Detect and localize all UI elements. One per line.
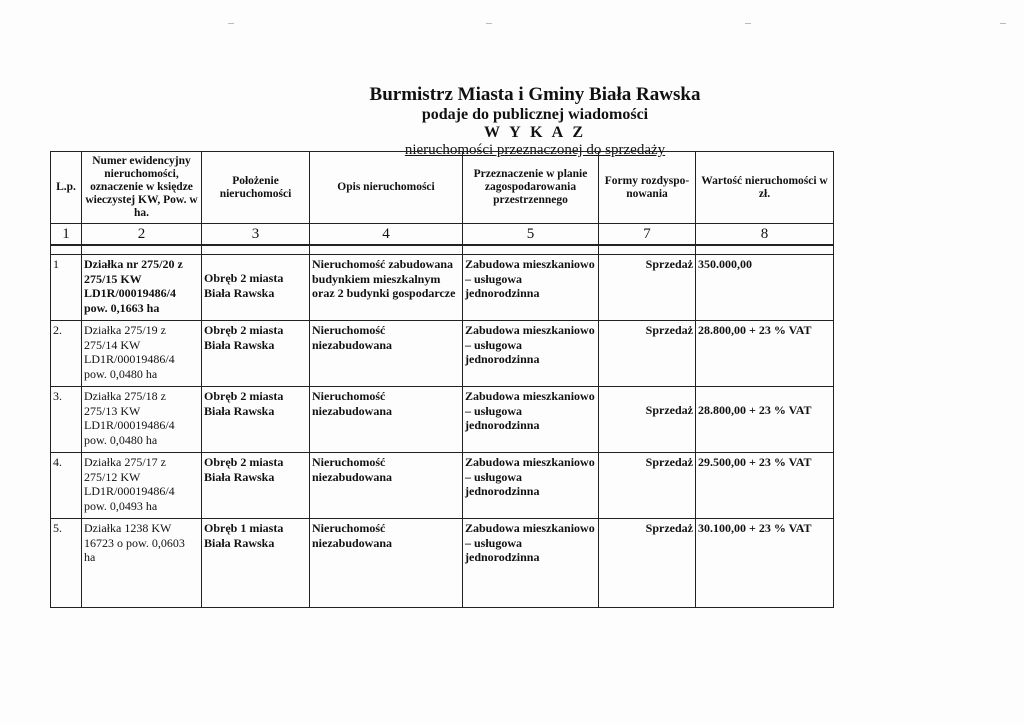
cell-formy — [599, 387, 696, 453]
column-number: 5 — [463, 224, 599, 246]
column-number: 3 — [202, 224, 310, 246]
cell-numer: Działka nr 275/20 z 275/15 KW LD1R/00019486/4 pow. 0,1663 ha — [82, 255, 202, 321]
column-number: 2 — [82, 224, 202, 246]
scan-mark — [486, 23, 492, 24]
cell-przeznaczenie: Zabudowa mieszkaniowo – usługowa jednorodzinna — [463, 519, 599, 608]
cell-wartosc: 350.000,00 — [696, 255, 834, 321]
cell-wartosc: 28.800,00 + 23 % VAT — [696, 321, 834, 387]
list-subject: nieruchomości przeznaczonej do sprzedaży — [404, 142, 666, 158]
scan-mark — [745, 23, 751, 24]
cell-polozenie: Obręb 2 miasta Biała Rawska — [202, 387, 310, 453]
announcement-line: podaje do publicznej wiadomości — [421, 106, 649, 123]
wykaz-heading: W Y K A Z — [484, 124, 586, 141]
cell-opis: Nieruchomość niezabudowana — [310, 453, 463, 519]
cell-opis: Nieruchomość niezabudowana — [310, 321, 463, 387]
table-header-row — [51, 152, 834, 224]
table-row — [51, 387, 834, 453]
cell-opis: Nieruchomość niezabudowana — [310, 519, 463, 608]
table-row — [51, 255, 834, 321]
column-number: 7 — [599, 224, 696, 246]
cell-numer: Działka 275/19 z 275/14 KW LD1R/00019486/4 pow. 0,0480 ha — [82, 321, 202, 387]
cell-wartosc: 29.500,00 + 23 % VAT — [696, 453, 834, 519]
spacer-row — [51, 245, 834, 255]
cell-lp: 5. — [51, 519, 82, 608]
cell-opis: Nieruchomość niezabudowana — [310, 387, 463, 453]
cell-lp: 4. — [51, 453, 82, 519]
cell-wartosc — [696, 387, 834, 453]
table-row — [51, 321, 834, 387]
scan-mark — [228, 23, 234, 24]
table-row — [51, 519, 834, 608]
header-numer: Numer ewidencyjny nieruchomości, oznaczenie w księdze wieczystej KW, Pow. w ha. — [82, 152, 202, 224]
cell-polozenie: Obręb 2 miasta Biała Rawska — [202, 453, 310, 519]
cell-formy: Sprzedaż — [599, 255, 696, 321]
cell-polozenie-text: Obręb 2 miasta Biała Rawska — [204, 271, 284, 300]
cell-wartosc: 30.100,00 + 23 % VAT — [696, 519, 834, 608]
column-number: 8 — [696, 224, 834, 246]
cell-polozenie: Obręb 2 miasta Biała Rawska — [202, 321, 310, 387]
cell-lp: 3. — [51, 387, 82, 453]
cell-polozenie: Obręb 1 miasta Biała Rawska — [202, 519, 310, 608]
cell-przeznaczenie: Zabudowa mieszkaniowo – usługowa jednorodzinna — [463, 321, 599, 387]
header-lp: L.p. — [51, 152, 82, 224]
column-number-row — [51, 224, 834, 246]
header-opis: Opis nieruchomości — [310, 152, 463, 224]
column-number: 4 — [310, 224, 463, 246]
column-number: 1 — [51, 224, 82, 246]
cell-numer: Działka 275/17 z 275/12 KW LD1R/00019486/4 pow. 0,0493 ha — [82, 453, 202, 519]
cell-formy: Sprzedaż — [599, 519, 696, 608]
scan-mark — [1000, 23, 1006, 24]
header-formy: Formy rozdyspo- nowania — [599, 152, 696, 224]
header-przeznaczenie: Przeznaczenie w planie zagospodarowania przestrzennego — [463, 152, 599, 224]
cell-opis: Nieruchomość zabudowana budynkiem mieszkalnym oraz 2 budynki gospodarcze — [310, 255, 463, 321]
header-wartosc: Wartość nieruchomości w zł. — [696, 152, 834, 224]
cell-lp: 2. — [51, 321, 82, 387]
cell-wartosc-text: 28.800,00 + 23 % VAT — [698, 403, 812, 417]
cell-numer: Działka 275/18 z 275/13 KW LD1R/00019486/4 pow. 0,0480 ha — [82, 387, 202, 453]
cell-polozenie — [202, 255, 310, 321]
header-polozenie: Położenie nieruchomości — [202, 152, 310, 224]
cell-formy-text: Sprzedaż — [645, 403, 693, 417]
cell-lp: 1 — [51, 255, 82, 321]
table-row — [51, 453, 834, 519]
cell-przeznaczenie: Zabudowa mieszkaniowo – usługowa jednorodzinna — [463, 387, 599, 453]
cell-numer: Działka 1238 KW 16723 o pow. 0,0603 ha — [82, 519, 202, 608]
document-header — [300, 84, 770, 159]
cell-formy: Sprzedaż — [599, 453, 696, 519]
property-table — [50, 151, 834, 608]
document-title: Burmistrz Miasta i Gminy Biała Rawska — [369, 84, 701, 105]
cell-przeznaczenie: Zabudowa mieszkaniowo – usługowa jednorodzinna — [463, 453, 599, 519]
cell-formy: Sprzedaż — [599, 321, 696, 387]
cell-przeznaczenie: Zabudowa mieszkaniowo – usługowa jednorodzinna — [463, 255, 599, 321]
